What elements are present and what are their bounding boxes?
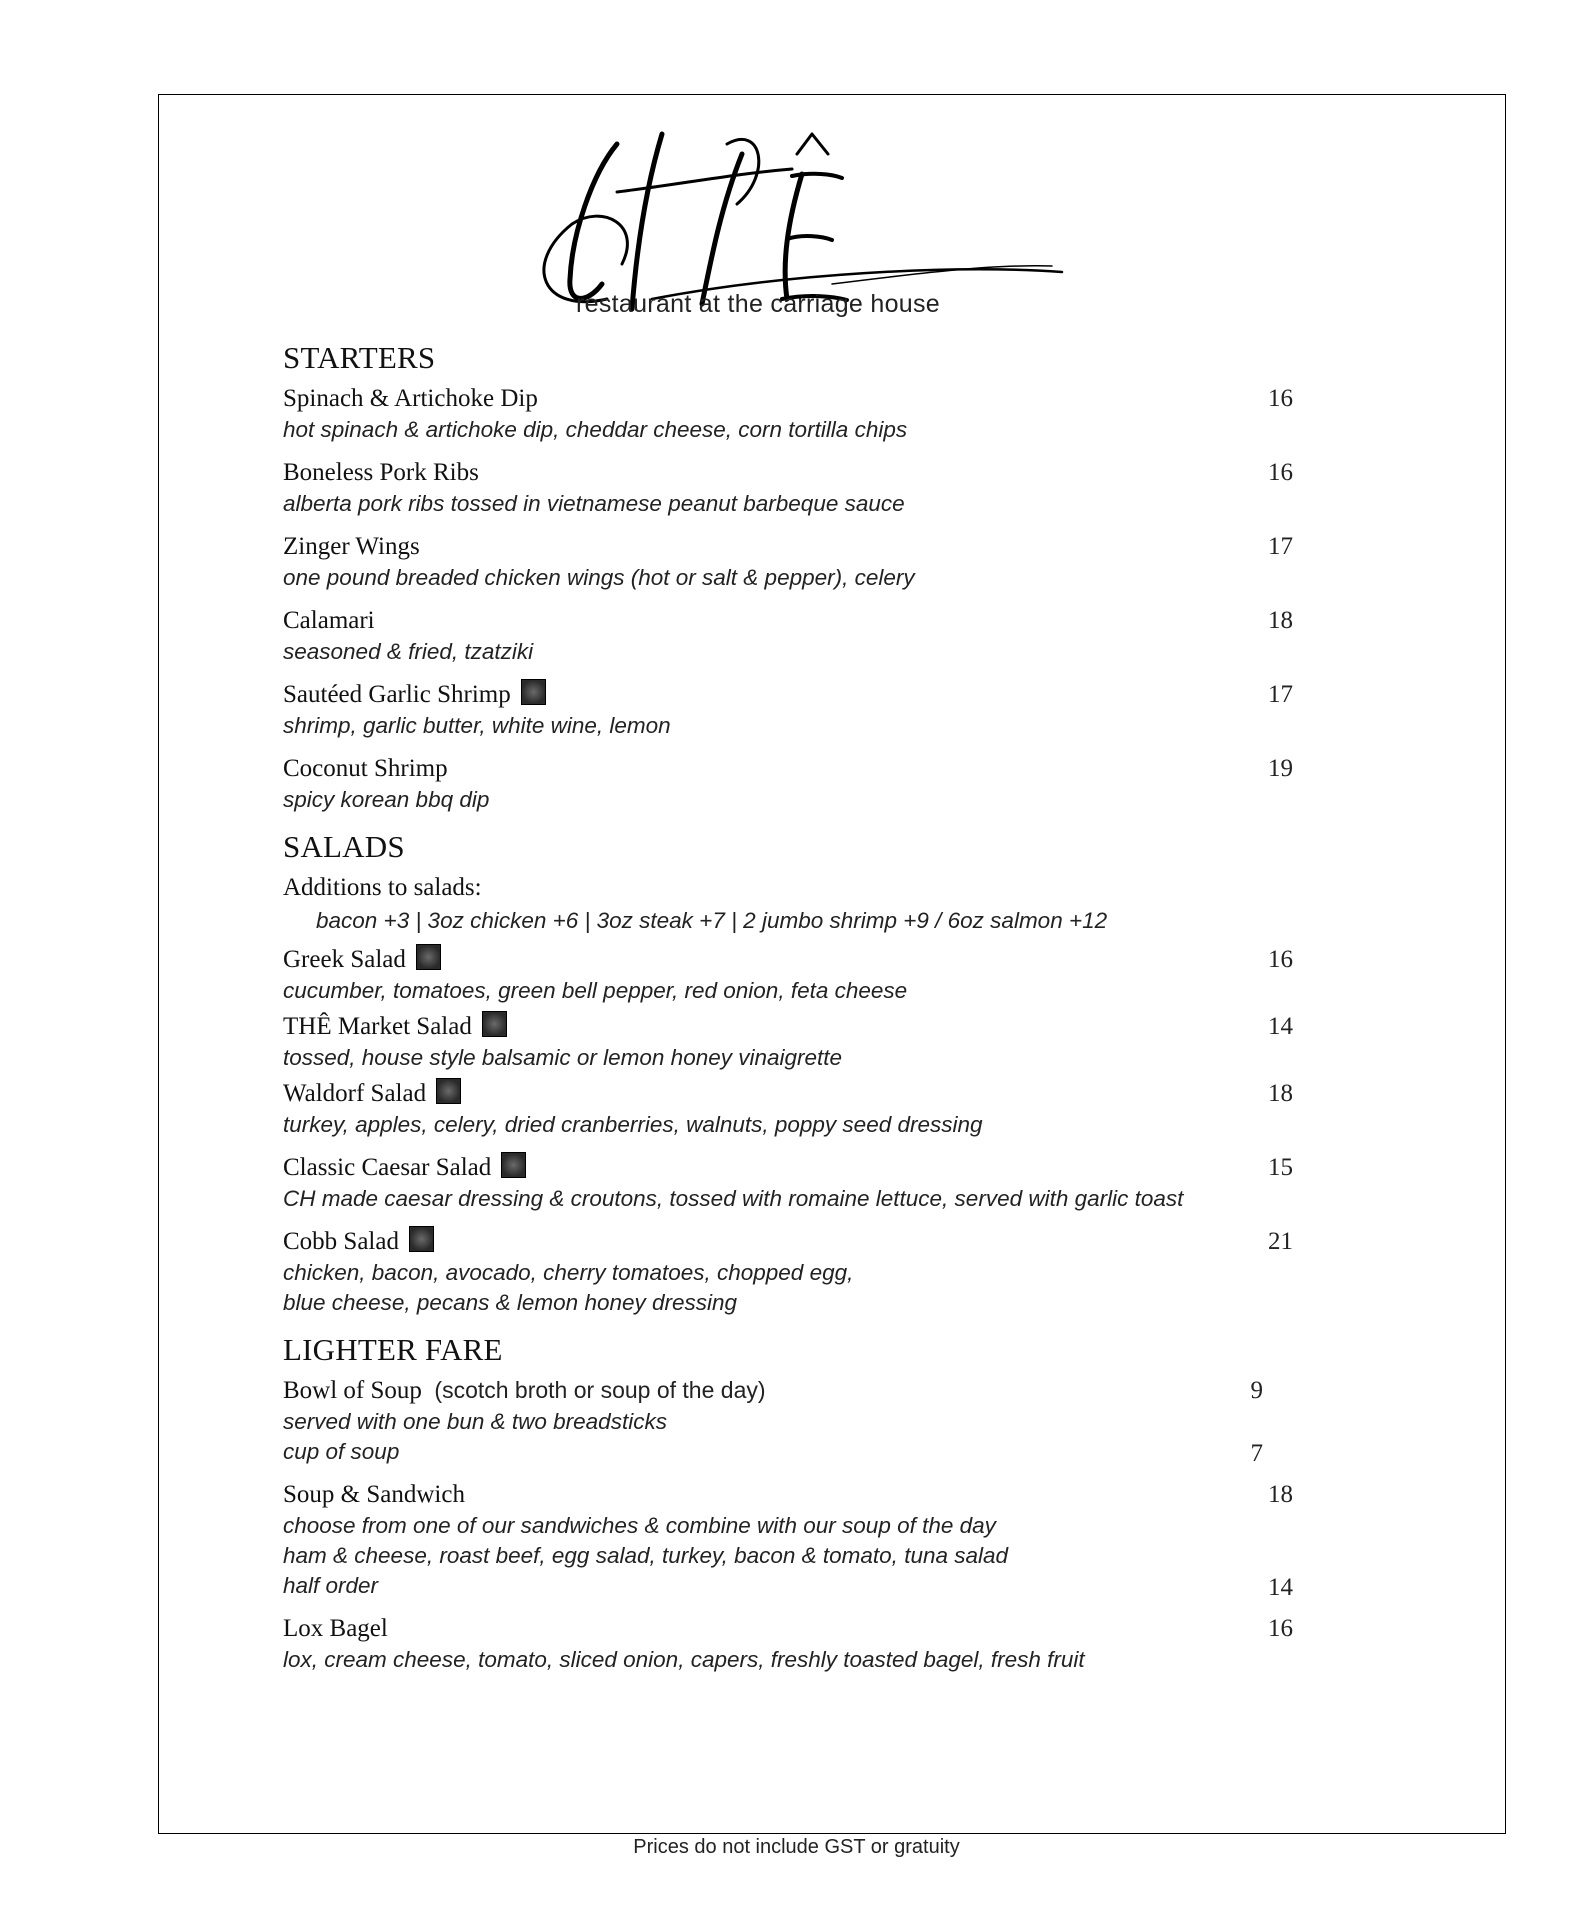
item-description: served with one bun & two breadsticks [283,1409,667,1434]
item-price: 21 [1268,1228,1293,1255]
menu-item [283,752,1293,815]
item-price: 16 [1268,385,1293,412]
menu-item [283,382,1293,445]
section-title: STARTERS [283,340,436,375]
item-description: alberta pork ribs tossed in vietnamese peanut barbeque sauce [283,491,905,516]
item-description: one pound breaded chicken wings (hot or salt & pepper), celery [283,565,915,590]
menu-item [283,1478,1293,1601]
item-price: 16 [1268,459,1293,486]
item-price: 14 [1268,1013,1293,1040]
item-price: 19 [1268,755,1293,782]
section-title: LIGHTER FARE [283,1332,503,1367]
item-name: Zinger Wings [283,533,420,560]
item-price: 18 [1268,1481,1293,1508]
menu-item [283,604,1293,667]
item-description: chicken, bacon, avocado, cherry tomatoes, chopped egg, [283,1260,854,1285]
item-description: shrimp, garlic butter, white wine, lemon [283,713,671,738]
item-name-row [283,1077,1293,1110]
item-name: THÊ Market Salad [283,1013,472,1040]
item-name-row [283,1374,1293,1407]
section-salads [283,829,1293,1318]
menu-item [283,943,1293,1006]
item-name: Sautéed Garlic Shrimp [283,681,511,708]
item-variant [283,1437,1293,1467]
item-name: Boneless Pork Ribs [283,459,479,486]
item-description-line-2: ham & cheese, roast beef, egg salad, turkey, bacon & tomato, tuna salad [283,1543,1009,1568]
item-variant [283,1571,1293,1601]
gluten-free-icon [482,1011,507,1037]
item-price: 17 [1268,533,1293,560]
item-description: cucumber, tomatoes, green bell pepper, red onion, feta cheese [283,978,908,1003]
menu-item [283,1151,1293,1214]
logo-tagline: restaurant at the carriage house [576,290,940,318]
item-price: 17 [1268,681,1293,708]
menu-item [283,1225,1293,1318]
item-name: Spinach & Artichoke Dip [283,385,538,412]
item-description: hot spinach & artichoke dip, cheddar cheese, corn tortilla chips [283,417,908,442]
item-name: Classic Caesar Salad [283,1154,492,1181]
gluten-free-icon [521,679,546,705]
item-price: 16 [1268,946,1293,973]
item-price: 15 [1268,1154,1293,1181]
section-title: SALADS [283,829,405,864]
menu-item [283,678,1293,741]
gluten-free-icon [436,1078,461,1104]
item-note: (scotch broth or soup of the day) [434,1377,766,1403]
item-description: seasoned & fried, tzatziki [283,639,534,664]
item-price: 18 [1268,607,1293,634]
item-name: Greek Salad [283,946,406,973]
item-name: Soup & Sandwich [283,1481,465,1508]
variant-label: cup of soup [283,1439,400,1464]
item-description-line-2: blue cheese, pecans & lemon honey dressing [283,1290,738,1315]
variant-price: 14 [1268,1574,1293,1601]
menu-item [283,530,1293,593]
menu-body [283,340,1293,1689]
menu-item [283,1010,1293,1073]
section-starters [283,340,1293,815]
footer-note: Prices do not include GST or gratuity [633,1836,960,1858]
item-price: 16 [1268,1615,1293,1642]
item-name: Bowl of Soup [283,1377,422,1404]
menu-item [283,1612,1293,1675]
item-name-row [283,678,1293,711]
additions-label: Additions to salads: [283,874,482,901]
item-price: 9 [1250,1377,1263,1404]
item-description: spicy korean bbq dip [283,787,490,812]
item-name: Calamari [283,607,375,634]
item-name-row [283,1010,1293,1043]
item-name: Coconut Shrimp [283,755,448,782]
section-lighter-fare [283,1332,1293,1675]
item-name-row [283,1151,1293,1184]
item-description: lox, cream cheese, tomato, sliced onion, capers, freshly toasted bagel, fresh fruit [283,1647,1085,1672]
item-description: CH made caesar dressing & croutons, tossed with romaine lettuce, served with garlic toast [283,1186,1184,1211]
menu-item [283,1374,1293,1467]
gluten-free-icon [416,944,441,970]
item-name: Lox Bagel [283,1615,388,1642]
item-name-row [283,1225,1293,1258]
item-description: choose from one of our sandwiches & combine with our soup of the day [283,1513,996,1538]
menu-item [283,456,1293,519]
item-name: Cobb Salad [283,1228,399,1255]
item-name-row [283,943,1293,976]
item-description: turkey, apples, celery, dried cranberries, walnuts, poppy seed dressing [283,1112,983,1137]
gluten-free-icon [501,1152,526,1178]
item-name: Waldorf Salad [283,1080,427,1107]
gluten-free-icon [409,1226,434,1252]
menu-item [283,1077,1293,1140]
variant-label: half order [283,1573,379,1598]
variant-price: 7 [1250,1440,1263,1467]
additions-list: bacon +3 | 3oz chicken +6 | 3oz steak +7 | 2 jumbo shrimp +9 / 6oz salmon +12 [316,908,1108,933]
item-description: tossed, house style balsamic or lemon honey vinaigrette [283,1045,843,1070]
item-price: 18 [1268,1080,1293,1107]
